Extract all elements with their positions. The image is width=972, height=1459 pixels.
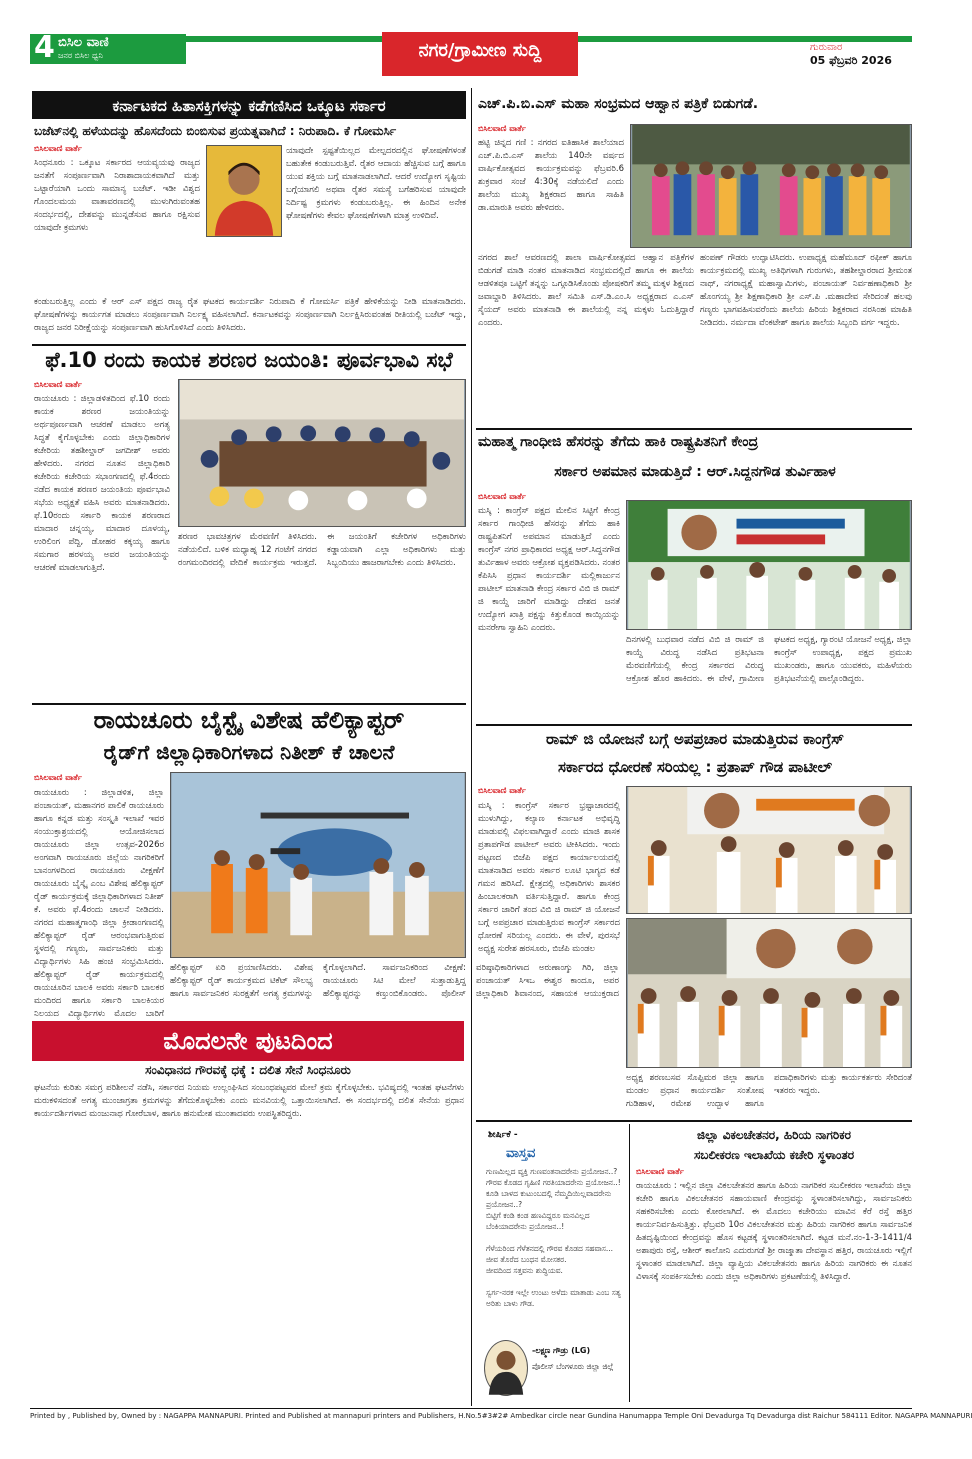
article1-body-mid: ಯಾವುದೇ ಸ್ಪಷ್ಟತೆಯಿಲ್ಲದ ಮೇಲ್ಪದರದಲ್ಲಿನ ಘೋಷಣೆಗಳಂತೆ ಬಹುತೇಕ ಕಂಡುಬರುತ್ತಿವೆ. ರೈತರ ಆದಾಯ ಹೆಚ್ಚಿಸುವ ಬಗ್ಗೆ ಹಾಗೂ ಯುವ ಶಕ್ತಿಯ ಬಗ್ಗೆ ಮಾತನಾಡಲಾಗಿದೆ. ಆದರೆ ಉದ್ಯೋಗ ಸೃಷ್ಟಿಯ ಬಗ್ಗೆಯಾಗಲಿ ಅಥವಾ ರೈತರ ಸಮಸ್ಯೆ ಬಗೆಹರಿಸುವ ಯಾವುದೇ ನಿರ್ದಿಷ್ಟ ಕ್ರಮಗಳು ಕಂಡುಬರುತ್ತಿಲ್ಲ. ಈ ಹಿಂದಿನ ಅನೇಕ ಘೋಷಣೆಗಳು ಕೇವಲ ಘೋಷಣೆಗಳಾಗಿ ಮಾತ್ರ ಉಳಿದಿವೆ.: [286, 146, 466, 221]
divider: [32, 703, 466, 705]
article6-headline-line1: ರಾಮ್ ಜಿ ಯೋಜನೆ ಬಗ್ಗೆ ಅಪಪ್ರಚಾರ ಮಾಡುತ್ತಿರುವ ಕಾಂಗ್ರೆಸ್: [545, 730, 844, 748]
article4-body-top: ಹಟ್ಟಿ ಚಿನ್ನದ ಗಣಿ : ನಗರದ ಐತಿಹಾಸಿಕ ಶಾಲೆಯಾದ ಎಚ್.ಪಿ.ಬಿ.ಎಸ್ ಶಾಲೆಯ 140ನೇ ವರ್ಷದ ವಾರ್ಷಿಕೋತ್ಸವದ ಕಾರ್ಯಕ್ರಮವನ್ನು ಫೆಬ್ರವರಿ.6 ಶುಕ್ರವಾರ ಸಂಜೆ 4:30ಕ್ಕೆ ನಡೆಯಲಿದೆ ಎಂದು ಶಾಲೆಯ ಮುಖ್ಯ ಶಿಕ್ಷಕರಾದ ಹಾಗೂ ಸಾಹಿತಿ ಡಾ.ಮಾರುತಿ ಅವರು ಹೇಳಿದರು.: [478, 138, 624, 213]
poem-title: ವಾಸ್ತವ: [506, 1146, 536, 1161]
article5-headline-line1: ಮಹಾತ್ಮ ಗಾಂಧೀಜಿ ಹೆಸರನ್ನು ತೆಗೆದು ಹಾಕಿ ರಾಷ್ಟ್ರಪಿತನಿಗೆ ಕೇಂದ್ರ: [478, 434, 759, 450]
column-rule: [471, 88, 472, 1406]
article4-event-photo: [630, 124, 912, 248]
article6-photo-bottom: [626, 918, 912, 1068]
article1-byline: ಬಿಸಿಲವಾಣಿ ವಾರ್ತೆ: [34, 144, 82, 153]
poem-label: ಶೀರ್ಷಿಕೆ -: [488, 1130, 518, 1140]
issue-date: 05 ಫೆಬ್ರವರಿ 2026: [810, 54, 892, 67]
article3-helicopter-photo: [170, 772, 466, 958]
continued-subhead: ಸಂವಿಧಾನದ ಗೌರವಕ್ಕೆ ಧಕ್ಕೆ : ದಲಿತ ಸೇನೆ ಸಿಂಧನೂರು: [145, 1063, 351, 1077]
article1-body-wide: ಕಂಡುಬರುತ್ತಿಲ್ಲ ಎಂದು ಕೆ ಆರ್ ಎಸ್ ಪಕ್ಷದ ರಾಜ್ಯ ರೈತ ಘಟಕದ ಕಾರ್ಯದರ್ಶಿ ನಿರುಪಾದಿ ಕೆ ಗೋಮರ್ಸಿ ಪತ್ರಿಕೆ ಹೇಳಿಕೆಯನ್ನು ನೀಡಿ ಮಾತನಾಡಿದರು. ಘೋಷಣೆಗಳನ್ನು ಕಾರ್ಯಗತ ಮಾಡಲು ಸಂಪೂರ್ಣವಾಗಿ ನಿರ್ಲಕ್ಷ್ಯ ವಹಿಸಲಾಗಿದೆ. ಕರ್ನಾಟಕವನ್ನು ಸಂಪೂರ್ಣವಾಗಿ ನಿರ್ಲಕ್ಷಿಸಿರುವಂತಹ ರೀತಿಯಲ್ಲಿ ಬಜೆಟ್ ಇದ್ದು, ರಾಜ್ಯದ ಜನರ ನಿರೀಕ್ಷೆಯನ್ನು ಸಂಪೂರ್ಣವಾಗಿ ಹುಸಿಗೊಳಿಸಿದೆ ಎಂದು ತಿಳಿಸಿದರು.: [34, 297, 466, 333]
article4-byline: ಬಿಸಿಲವಾಣಿ ವಾರ್ತೆ: [478, 124, 526, 133]
masthead-rule-right: [578, 36, 912, 42]
article6-photo-top: [626, 786, 912, 914]
continued-body: ಘಟನೆಯ ಕುರಿತು ಸಮಗ್ರ ಪರಿಶೀಲನೆ ನಡೆಸಿ, ಸರ್ಕಾರದ ನಿಯಮ ಉಲ್ಲಂಘಿಸಿದ ಸಂಬಂಧಪಟ್ಟವರ ಮೇಲೆ ಕ್ರಮ ಕೈಗೊಳ್ಳಬೇಕು. ಭವಿಷ್ಯದಲ್ಲಿ ಇಂತಹ ಘಟನೆಗಳು ಮರುಕಳಿಸದಂತೆ ಅಗತ್ಯ ಮುಂಜಾಗ್ರತಾ ಕ್ರಮಗಳನ್ನು ತೆಗೆದುಕೊಳ್ಳಬೇಕು ಎಂದು ಮನವಿಯಲ್ಲಿ ಒತ್ತಾಯಿಸಲಾಗಿದೆ. ಈ ಸಂದರ್ಭದಲ್ಲಿ ದಲಿತ ಸೇನೆಯ ಪ್ರಧಾನ ಕಾರ್ಯದರ್ಶಿಗಳಾದ ಮಂಜುನಾಥ ಗೋರೆಬಾಳ, ಹಾಗೂ ಹನುಮೇಶ ಮುಂತಾದವರು ಉಪಸ್ಥಿತರಿದ್ದರು.: [34, 1083, 464, 1119]
article3-body-left: ರಾಯಚೂರು : ಜಿಲ್ಲಾಡಳಿತ, ಜಿಲ್ಲಾ ಪಂಚಾಯತ್, ಮಹಾನಗರ ಪಾಲಿಕೆ ರಾಯಚೂರು ಹಾಗೂ ಕನ್ನಡ ಮತ್ತು ಸಂಸ್ಕೃತಿ ಇಲಾಖೆ ಇವರ ಸಂಯುಕ್ತಾಶ್ರಯದಲ್ಲಿ ಆಯೋಜಿಸಲಾದ ರಾಯಚೂರು ಜಿಲ್ಲಾ ಉತ್ಸವ-2026ರ ಅಂಗವಾಗಿ ರಾಯಚೂರು ಜಿಲ್ಲೆಯ ನಾಗರಿಕರಿಗೆ ಬಾನಂಗಳದಿಂದ ರಾಯಚೂರು ವೀಕ್ಷಣೆಗೆ ರಾಯಚೂರು ಬೈಸ್ಕೈ ಎಂಬ ವಿಶೇಷ ಹೆಲಿಕ್ಯಾಪ್ಟರ್ ರೈಡ್ ಕಾರ್ಯಕ್ರಮಕ್ಕೆ ಜಿಲ್ಲಾಧಿಕಾರಿಗಳಾದ ನಿತೀಶ್ ಕೆ. ಅವರು ಫೆ.4ರಂದು ಚಾಲನೆ ನೀಡಿದರು. ನಗರದ ಮಹಾತ್ಮಗಾಂಧಿ ಜಿಲ್ಲಾ ಕ್ರೀಡಾಂಗಣದಲ್ಲಿ ಹೆಲಿಕ್ಯಾಪ್ಟರ್ ರೈಡ್ ಆರಂಭವಾಗುತ್ತಿರುವ ಸ್ಥಳದಲ್ಲಿ ಗಣ್ಯರು, ಸಾರ್ವಜನಿಕರು ಮತ್ತು ವಿದ್ಯಾರ್ಥಿಗಳು ಸಿಹಿ ಹಂಚಿ ಸಂಭ್ರಮಿಸಿದರು. ಹೆಲಿಕ್ಯಾಪ್ಟರ್ ರೈಡ್ ಕಾರ್ಯಕ್ರಮದಲ್ಲಿ ರಾಯಚೂರಿನ ಬಾಲಕಿ ಅವರು ಸರ್ಕಾರಿ ಬಾಲಕರ ಮಂದಿರದ ಹಾಗೂ ಸರ್ಕಾರಿ ಬಾಲಕಿಯರ ನಿಲಯದ ವಿದ್ಯಾರ್ಥಿಗಳು ಮೊದಲ ಬಾರಿಗೆ: [34, 788, 164, 1019]
poem-lines: ಗುಣಮಿಲ್ಲದ ವ್ಯಕ್ತಿ ಗುಣವಂತನಾದರೇನು ಪ್ರಯೋಜನ..? ಗೌರವ ಕೊಡದ ಗೃಹಿಣಿ ಗರತಿಯಾದರೇನು ಪ್ರಯೋಜನ..! ಕೂಡಿ ಬಾಳದ ಕುಟುಂಬದಲ್ಲಿ ನೆಮ್ಮದಿಯಿಲ್ಲವಾದರೇನು ಪ್ರಯೋಜನ..? ಬಿಟ್ಟಿಗೆ ಕಂಡಿ ಕಂಡ ಹಣವಿದ್ದರೂ ಮನವಿಲ್ಲದ ಬೆಂಕಿಯಾದರೇನು ಪ್ರಯೋಜನ..! ಗೆಳೆಯರಿಂದ ಗೆಳೆತನದಲ್ಲಿ ಗೌರವ ಕೊಡದ ಸಹವಾಸ... ಜೀವ ತೊರೆದ ಬಂಧನ ಮೋಸಕರ. ಜೀವದಿಂದ ಸತ್ತವನು ಶುದ್ಧಿಯವ. ಸ್ವರ್ಗ-ನರಕ ಇಲ್ಲೇ ಉಂಟು ಅಳೆದು ಮಾತಾಡು ಎಂಬ ಸತ್ಯ ಅರಿತು ಬಾಳು ಗೌಡ.: [486, 1167, 621, 1308]
article5-protest-photo: [626, 500, 912, 630]
article3-headline-line2: ರೈಡ್‌ಗೆ ಜಿಲ್ಲಾಧಿಕಾರಿಗಳಾದ ನಿತೀಶ್ ಕೆ ಚಾಲನೆ: [103, 740, 395, 764]
article6-byline: ಬಿಸಿಲವಾಣಿ ವಾರ್ತೆ: [478, 786, 526, 795]
article3-byline: ಬಿಸಿಲವಾಣಿ ವಾರ್ತೆ: [34, 773, 82, 782]
article1-portrait-photo: [206, 145, 282, 237]
continued-banner: ಮೊದಲನೇ ಪುಟದಿಂದ: [32, 1021, 464, 1061]
section-title: ನಗರ/ಗ್ರಾಮೀಣ ಸುದ್ದಿ: [418, 40, 542, 61]
article6-body-right: ಅಧ್ಯಕ್ಷ ಶರಣಬಸವ ಸೊಪ್ಪಿಮಠ ಜಿಲ್ಲಾ ಹಾಗೂ ಮಂಡಲ ಪ್ರಧಾನ ಕಾರ್ಯದರ್ಶಿ ಸಂತೋಷ ಗುಡಿಹಾಳ, ರಮೇಶ ಉದ್ಬಾಳ ಹಾಗೂ ಪದಾಧಿಕಾರಿಗಳು ಮತ್ತು ಕಾರ್ಯಕರ್ತರು ಸೇರಿದಂತೆ ಇತರರು ಇದ್ದರು.: [626, 1073, 912, 1109]
article4-headline: ಎಚ್.ಪಿ.ಬಿ.ಎಸ್ ಮಹಾ ಸಂಭ್ರಮದ ಆಹ್ವಾನ ಪತ್ರಿಕೆ ಬಿಡುಗಡೆ.: [478, 91, 912, 119]
article3-headline-line1: ರಾಯಚೂರು ಬೈಸ್ಟೈ ವಿಶೇಷ ಹೆಲಿಕ್ಯಾಪ್ಟರ್: [93, 706, 405, 734]
article2-byline: ಬಿಸಿಲವಾಣಿ ವಾರ್ತೆ: [34, 380, 82, 389]
poem-author: -ಲಕ್ಷ್ಮಣ ಗೌಡ್ರು (LG): [532, 1346, 591, 1355]
divider: [476, 724, 912, 726]
article3-body-right: ಹೆಲಿಕ್ಯಾಪ್ಟರ್ ಏರಿ ಪ್ರಯಾಣಿಸಿದರು. ವಿಶೇಷ ಹೆಲಿಕ್ಯಾಪ್ಟರ್ ರೈಡ್ ಕಾರ್ಯಕ್ರಮದ ಟಿಕೆಟ್ ಸೌಲಭ್ಯ ಹಾಗೂ ಸಾರ್ವಜನಿಕರ ಸುರಕ್ಷತೆಗೆ ಅಗತ್ಯ ಕ್ರಮಗಳನ್ನು ಕೈಗೊಳ್ಳಲಾಗಿದೆ. ಸಾರ್ವಜನಿಕರಿಂದ ವೀಕ್ಷಣೆ: ರಾಯಚೂರು ಸಿಟಿ ಮೇಲೆ ಸುತ್ತಾಡುತ್ತಿದ್ದ ಹೆಲಿಕ್ಯಾಪ್ಟರನ್ನು ಕಣ್ತುಂಬಿಕೊಂಡರು. ಪೊಲೀಸ್ ವರಿಷ್ಠಾಧಿಕಾರಿಗಳಾದ ಅರುಣಾಂಗ್ಶು ಗಿರಿ, ಜಿಲ್ಲಾ ಪಂಚಾಯತ್ ಸಿಇಒ ಈಶ್ವರ ಕಾಂದೂ, ಅಪರ ಜಿಲ್ಲಾಧಿಕಾರಿ ಶಿವಾನಂದ, ಸಹಾಯಕ ಆಯುಕ್ತರಾದ: [170, 963, 619, 999]
article4-body-right: ಹಂಪಣ್ ಗೌಡರು ಉದ್ಘಾಟಿಸಿದರು. ಉಪಾಧ್ಯಕ್ಷ ಮಹೆಮೂದ್ ರಫೀಕ್ ಹಾಗೂ ಕಾರ್ಯಕ್ರಮದಲ್ಲಿ ಮುಖ್ಯ ಅತಿಥಿಗಳಾಗಿ ಗುರುಗಳು, ತಹಶೀಲ್ದಾರರಾದ ಶ್ರೀಮಂತ ನಾಥ್, ನಗರಾಧ್ಯಕ್ಷೆ ಮಹಾಸ್ವಾಮಿಗಳು, ಪಂಚಾಯತ್ ನಿರ್ವಹಣಾಧಿಕಾರಿ ಶ್ರೀ ಹೊಂಗಯ್ಯ ಶ್ರೀ ಶಿಕ್ಷಣಾಧಿಕಾರಿ ಶ್ರೀ ಎಸ್.ಪಿ .ಮಹಾದೇವ ಸೇರಿದಂತೆ ಹಲವು ಗಣ್ಯರು ಭಾಗವಹಿಸುವರೆಂದು ಶಾಲೆಯ ಹಿರಿಯ ಶಿಕ್ಷಕರಾದ ನರಸಿಂಹ ಮಾಹಿತಿ ನೀಡಿದರು. ನರ್ಮದಾ ವೆಂಕಟೇಶ್ ಹಾಗೂ ಶಾಲೆಯ ಸಿಬ್ಬಂದಿ ವರ್ಗ ಇದ್ದರು.: [700, 253, 912, 328]
article7-body: ರಾಯಚೂರು : ಇಲ್ಲಿನ ಜಿಲ್ಲಾ ವಿಕಲಚೇತನರ ಹಾಗೂ ಹಿರಿಯ ನಾಗರಿಕರ ಸಬಲೀಕರಣ ಇಲಾಖೆಯ ಜಿಲ್ಲಾ ಕಚೇರಿ ಹಾಗೂ ವಿಕಲಚೇತನರ ಸಹಾಯವಾಣಿ ಕೇಂದ್ರವನ್ನು ಸ್ಥಳಾಂತರಿಸಲಾಗಿದ್ದು, ಸಾರ್ವಜನಿಕರು ಸಹಕರಿಸಬೇಕು ಎಂದು ಕೋರಲಾಗಿದೆ. ಈ ಮೊದಲು ಕಚೇರಿಯು ಮಾವಿನ ಕೆರೆ ರಸ್ತೆ ಹತ್ತಿರ ಕಾರ್ಯನಿರ್ವಹಿಸುತ್ತಿತ್ತು. ಫೆಬ್ರವರಿ 10ರ ವಿಕಲಚೇತನರ ಮತ್ತು ಹಿರಿಯ ನಾಗರಿಕರ ಹಾಗೂ ಸಾರ್ವಜನಿಕ ಹಿತದೃಷ್ಟಿಯಿಂದ ಕೇಂದ್ರವನ್ನು ಹೊಸ ಕಟ್ಟಡಕ್ಕೆ ಸ್ಥಳಾಂತರಿಸಲಾಗಿದೆ. ಕಟ್ಟಡ ಮನೆ.ನಂ-1-3-1411/4 ಅಶಾಪುರು ರಸ್ತೆ, ಆಶೀರ್ ಕಾಲೋನಿ ಎದುರುಗಡೆ ಶ್ರೀ ರಾಜ್ಮಾತಾ ದೇವಸ್ಥಾನ ಹತ್ತಿರ, ರಾಯಚೂರು ಇಲ್ಲಿಗೆ ಸ್ಥಳಾಂತರ ಮಾಡಲಾಗಿದೆ. ಜಿಲ್ಲಾ ವ್ಯಾಪ್ತಿಯ ವಿಕಲಚೇತನರು ಹಾಗೂ ಹಿರಿಯ ನಾಗರಿಕರು ಈ ನೂತನ ವಿಳಾಸಕ್ಕೆ ಸಂಪರ್ಕಿಸಬೇಕು ಎಂದು ಜಿಲ್ಲಾ ಅಧಿಕಾರಿಗಳು ಪ್ರಕಟಣೆಯಲ್ಲಿ ತಿಳಿಸಿದ್ದಾರೆ.: [636, 1181, 912, 1282]
article5-headline-line2: ಸರ್ಕಾರ ಅಪಮಾನ ಮಾಡುತ್ತಿದೆ : ಆರ್.ಸಿದ್ದನಗೌಡ ತುರ್ವಿಹಾಳ: [554, 464, 836, 480]
article1-body-left: ಸಿಂಧನೂರು : ಒಕ್ಕೂಟ ಸರ್ಕಾರದ ಆಯವ್ಯಯವು ರಾಜ್ಯದ ಜನತೆಗೆ ಸಂಪೂರ್ಣವಾಗಿ ನಿರಾಶಾದಾಯಕವಾಗಿದೆ ಮತ್ತು ಒಟ್ಟಾರೆಯಾಗಿ ಒಂದು ಸಾಮಾನ್ಯ ಬಜೆಟ್. ಇಡೀ ವಿಶ್ವದ ಗೊಂದಲಮಯ ವಾತಾವರಣದಲ್ಲಿ ಮುಳುಗಿರುವಂತಹ ಸಂದರ್ಭದಲ್ಲಿ, ದೇಶವನ್ನು ಮುನ್ನಡೆಸುವ ಹಾಗೂ ರಕ್ಷಿಸುವ ಯಾವುದೇ ಕ್ರಮಗಳು: [34, 158, 200, 233]
poem-author-role: ಪೊಲೀಸ್ ಬೆಂಗಳೂರು ಜಿಲ್ಲಾ ಜಿಲ್ಲೆ: [532, 1362, 614, 1371]
article6-body-left: ಮಸ್ಕಿ : ಕಾಂಗ್ರೆಸ್ ಸರ್ಕಾರ ಭ್ರಷ್ಟಾಚಾರದಲ್ಲಿ ಮುಳುಗಿದ್ದು, ಕಲ್ಯಾಣ ಕರ್ನಾಟಕ ಅಭಿವೃದ್ಧಿ ಮಾಡುವಲ್ಲಿ ವಿಫಲವಾಗಿದ್ದಾರೆ ಎಂದು ಮಾಜಿ ಶಾಸಕ ಪ್ರತಾಪಗೌಡ ಪಾಟೀಲ್ ಅವರು ಟೀಕಿಸಿದರು. ಇಂದು ಪಟ್ಟಣದ ಬಿಜೆಪಿ ಪಕ್ಷದ ಕಾರ್ಯಾಲಯದಲ್ಲಿ ಮಾತನಾಡಿದ ಅವರು ಸರ್ಕಾರ ಲೂಟಿ ಭಾಗ್ಯದ ಕಡೆ ಗಮನ ಹರಿಸಿದೆ. ಕ್ಷೇತ್ರದಲ್ಲಿ ಅಧಿಕಾರಿಗಳು ಶಾಸಕರ ಹಿಂಬಾಲಕರಾಗಿ ವರ್ತಿಸುತ್ತಿದ್ದಾರೆ. ಹಾಗೂ ಕೇಂದ್ರ ಸರ್ಕಾರ ಜಾರಿಗೆ ತಂದ ವಿಬಿ ಜಿ ರಾಮ್ ಜಿ ಯೋಜನೆ ಬಗ್ಗೆ ಅಪಪ್ರಚಾರ ಮಾಡುತ್ತಿರುವ ಕಾಂಗ್ರೆಸ್ ಸರ್ಕಾರದ ಧೋರಣೆ ಸರಿಯಲ್ಲ ಎಂದರು. ಈ ವೇಳೆ, ಪುರಸಭೆ ಅಧ್ಯಕ್ಷ ಸುರೇಶ ಹರಸೂರು, ಬಿಜೆಪಿ ಮಂಡಲ: [478, 801, 620, 954]
article4-body-left: ನಗರದ ಶಾಲೆ ಆವರಣದಲ್ಲಿ ಶಾಲಾ ವಾರ್ಷಿಕೋತ್ಸವದ ಆಹ್ವಾನ ಪತ್ರಿಕೆಗಳ ಬಿಡುಗಡೆ ಮಾಡಿ ನಂತರ ಮಾತನಾಡಿದ ಸಂಭ್ರಮದಲ್ಲಿದೆ ಹಾಗೂ ಈ ಶಾಲೆಯ ಆಡಳಿತವೂ ಒಟ್ಟಿಗೆ ತನ್ನನ್ನು ಒಗ್ಗೂಡಿಸಿಕೊಂಡು ಪೋಷಕರಿಗೆ ತಮ್ಮ ಮಕ್ಕಳ ಶಿಕ್ಷಣದ ಜವಾಬ್ದಾರಿ ತಿಳಿಸಿದರು. ಶಾಲೆ ಸಮಿತಿ ಎಸ್.ಡಿ.ಎಂ.ಸಿ ಅಧ್ಯಕ್ಷರಾದ ಎ.ಎಸ್ ಸೈಯದ್ ಅವರು ಮಾತನಾಡಿ ಈ ಶಾಲೆಯಲ್ಲಿ ನನ್ನ ಮಕ್ಕಳು ಓದುತ್ತಿದ್ದಾರೆ ಎಂದರು.: [478, 253, 694, 328]
imprint-footer: Printed by , Published by, Owned by : NAGAPPA MANNAPURI. Printed and Published at mannapuri printers and Publishers, H.No.5#3#2# Ambedkar circle near Gundina Hanumappa Temple Oni Devadurga Tq Devadurga dist Raichur 584111 Editor. NAGAPPA MANNAPURI: [30, 1408, 912, 1420]
poet-avatar: [484, 1340, 528, 1396]
article2-meeting-photo: [178, 379, 466, 527]
divider: [32, 344, 466, 346]
issue-day: ಗುರುವಾರ: [810, 42, 843, 53]
article7-byline: ಬಿಸಿಲವಾಣಿ ವಾರ್ತೆ: [636, 1167, 684, 1176]
divider: [476, 428, 912, 430]
article7-headline-line2: ಸಬಲೀಕರಣ ಇಲಾಖೆಯ ಕಚೇರಿ ಸ್ಥಳಾಂತರ: [693, 1148, 855, 1162]
masthead-rule-left: [186, 36, 382, 42]
article7-headline-line1: ಜಿಲ್ಲಾ ವಿಕಲಚೇತನರ, ಹಿರಿಯ ನಾಗರಿಕರ: [697, 1128, 851, 1142]
article2-body-left: ರಾಯಚೂರು : ಜಿಲ್ಲಾಡಳಿತದಿಂದ ಫೆ.10 ರಂದು ಕಾಯಕ ಶರಣರ ಜಯಂತಿಯನ್ನು ಅರ್ಥಪೂರ್ಣವಾಗಿ ಆಚರಣೆ ಮಾಡಲು ಅಗತ್ಯ ಸಿದ್ಧತೆ ಕೈಗೊಳ್ಳಬೇಕು ಎಂದು ಜಿಲ್ಲಾಧಿಕಾರಿಗಳ ಕಚೇರಿಯ ತಹಶೀಲ್ದಾರ್ ಜಗದೀಶ್ ಅವರು ಹೇಳಿದರು. ನಗರದ ನೂತನ ಜಿಲ್ಲಾಧಿಕಾರಿ ಕಚೇರಿಯ ಕಚೇರಿಯ ಸಭಾಂಗಣದಲ್ಲಿ ಫೆ.4ರಂದು ನಡೆದ ಕಾಯಕ ಶರಣರ ಜಯಂತಿಯ ಪೂರ್ವಭಾವಿ ಸಭೆಯ ಅಧ್ಯಕ್ಷತೆ ವಹಿಸಿ ಅವರು ಮಾತನಾಡಿದರು. ಫೆ.10ರಂದು ಸರ್ಕಾರಿ ಕಾಯಕ ಶರಣರಾದ ಮಾದಾರ ಚನ್ನಯ್ಯ, ಮಾದಾರ ದೂಳಯ್ಯ, ಉರಿಲಿಂಗ ಪೆದ್ದಿ, ಡೋಹರ ಕಕ್ಕಯ್ಯ ಹಾಗೂ ಸಮಗಾರ ಹರಳಯ್ಯ ಅವರ ಜಯಂತಿಯನ್ನು ಆಚರಣೆ ಮಾಡಲಾಗುತ್ತಿದೆ.: [34, 394, 170, 573]
article5-body-right: ದಿನಗಳಲ್ಲಿ ಬುಧವಾರ ನಡೆದ ವಿಬಿ ಜಿ ರಾಮ್ ಜಿ ಕಾಯ್ದೆ ವಿರುದ್ಧ ನಡೆಸಿದ ಪ್ರತಿಭಟನಾ ಮೆರವಣಿಗೆಯಲ್ಲಿ ಕೇಂದ್ರ ಸರ್ಕಾರದ ವಿರುದ್ಧ ಆಕ್ರೋಶ ಹೊರ ಹಾಕಿದರು. ಈ ವೇಳೆ, ಗ್ರಾಮೀಣ ಘಟಕದ ಅಧ್ಯಕ್ಷ, ಗ್ಯಾರಂಟಿ ಯೋಜನೆ ಅಧ್ಯಕ್ಷ, ಜಿಲ್ಲಾ ಕಾಂಗ್ರೆಸ್ ಉಪಾಧ್ಯಕ್ಷ, ಪಕ್ಷದ ಪ್ರಮುಖ ಮುಖಂಡರು, ಹಾಗೂ ಯುವಕರು, ಮಹಿಳೆಯರು ಪ್ರತಿಭಟನೆಯಲ್ಲಿ ಪಾಲ್ಗೊಂಡಿದ್ದರು.: [626, 635, 912, 684]
page-number: 4: [34, 30, 55, 65]
article5-body-left: ಮಸ್ಕಿ : ಕಾಂಗ್ರೆಸ್ ಪಕ್ಷದ ಮೇಲಿನ ಸಿಟ್ಟಿಗೆ ಕೇಂದ್ರ ಸರ್ಕಾರ ಗಾಂಧೀಜಿ ಹೆಸರನ್ನು ತೆಗೆದು ಹಾಕಿ ರಾಷ್ಟ್ರಪಿತನಿಗೆ ಅಪಮಾನ ಮಾಡುತ್ತಿದೆ ಎಂದು ಕಾಂಗ್ರೆಸ್ ನಗರ ಪ್ರಾಧಿಕಾರದ ಅಧ್ಯಕ್ಷ ಆರ್.ಸಿದ್ದನಗೌಡ ತುರ್ವಿಹಾಳ ಅವರು ಆಕ್ರೋಶ ವ್ಯಕ್ತಪಡಿಸಿದರು. ನಂತರ ಕೆಪಿಸಿಸಿ ಪ್ರಧಾನ ಕಾರ್ಯದರ್ಶಿ ಮಲ್ಲಿಕಾರ್ಜುನ ಪಾಟೀಲ್ ಮಾತನಾಡಿ ಕೇಂದ್ರ ಸರ್ಕಾರ ವಿಬಿ ಜಿ ರಾಮ್ ಜಿ ಕಾಯ್ದೆ ಜಾರಿಗೆ ಮಾಡಿದ್ದು ದೇಶದ ಜನತೆ ಉದ್ಯೋಗ ಖಾತ್ರಿ ಪಕ್ಷನ್ನು ಕಿತ್ತುಕೊಂಡ ಕಾಯ್ಸಿಯನ್ನು ಮನರೇಗಾ ಸ್ವಾಹಿನಿ ಎಂದರು.: [478, 506, 620, 633]
article1-subhead: ಬಜೆಟ್‌ನಲ್ಲಿ ಹಳೆಯದನ್ನು ಹೊಸದೆಂದು ಬಿಂಬಿಸುವ ಪ್ರಯತ್ನವಾಗಿದೆ : ನಿರುಪಾದಿ. ಕೆ ಗೋಮರ್ಸಿ: [34, 124, 397, 138]
article2-body-right: ಶರಣರ ಭಾವಚಿತ್ರಗಳ ಮೆರವಣಿಗೆ ತಿಳಿಸಿದರು. ನಡೆಯಲಿದೆ. ಬಳಿಕ ಮಧ್ಯಾಹ್ನ 12 ಗಂಟೆಗೆ ನಗರದ ರಂಗಮಂದಿರದಲ್ಲಿ ವೇದಿಕೆ ಕಾರ್ಯಕ್ರಮ ಇರುತ್ತದೆ. ಈ ಜಯಂತಿಗೆ ಕಚೇರಿಗಳ ಅಧಿಕಾರಿಗಳು ಕಡ್ಡಾಯವಾಗಿ ಎಲ್ಲಾ ಅಧಿಕಾರಿಗಳು ಮತ್ತು ಸಿಬ್ಬಂದಿಯು ಹಾಜರಾಗಬೇಕು ಎಂದು ತಿಳಿಸಿದರು.: [178, 532, 466, 568]
paper-tagline: ಜನರ ಬಿಸಿಲ ಧ್ವನಿ: [58, 51, 103, 60]
article6-headline-line2: ಸರ್ಕಾರದ ಧೋರಣೆ ಸರಿಯಲ್ಲ : ಪ್ರತಾಪ್ ಗೌಡ ಪಾಟೀಲ್: [557, 758, 833, 776]
paper-name: ಬಿಸಿಲ ವಾಣಿ: [58, 35, 109, 50]
article1-headline: ಕರ್ನಾಟಕದ ಹಿತಾಸಕ್ತಿಗಳನ್ನು ಕಡೆಗಣಿಸಿದ ಒಕ್ಕೂಟ ಸರ್ಕಾರ: [32, 91, 466, 119]
divider: [476, 1120, 912, 1122]
article5-byline: ಬಿಸಿಲವಾಣಿ ವಾರ್ತೆ: [478, 492, 526, 501]
article2-headline: ಫೆ.10 ರಂದು ಕಾಯಕ ಶರಣರ ಜಯಂತಿ: ಪೂರ್ವಭಾವಿ ಸಭೆ: [45, 348, 453, 372]
